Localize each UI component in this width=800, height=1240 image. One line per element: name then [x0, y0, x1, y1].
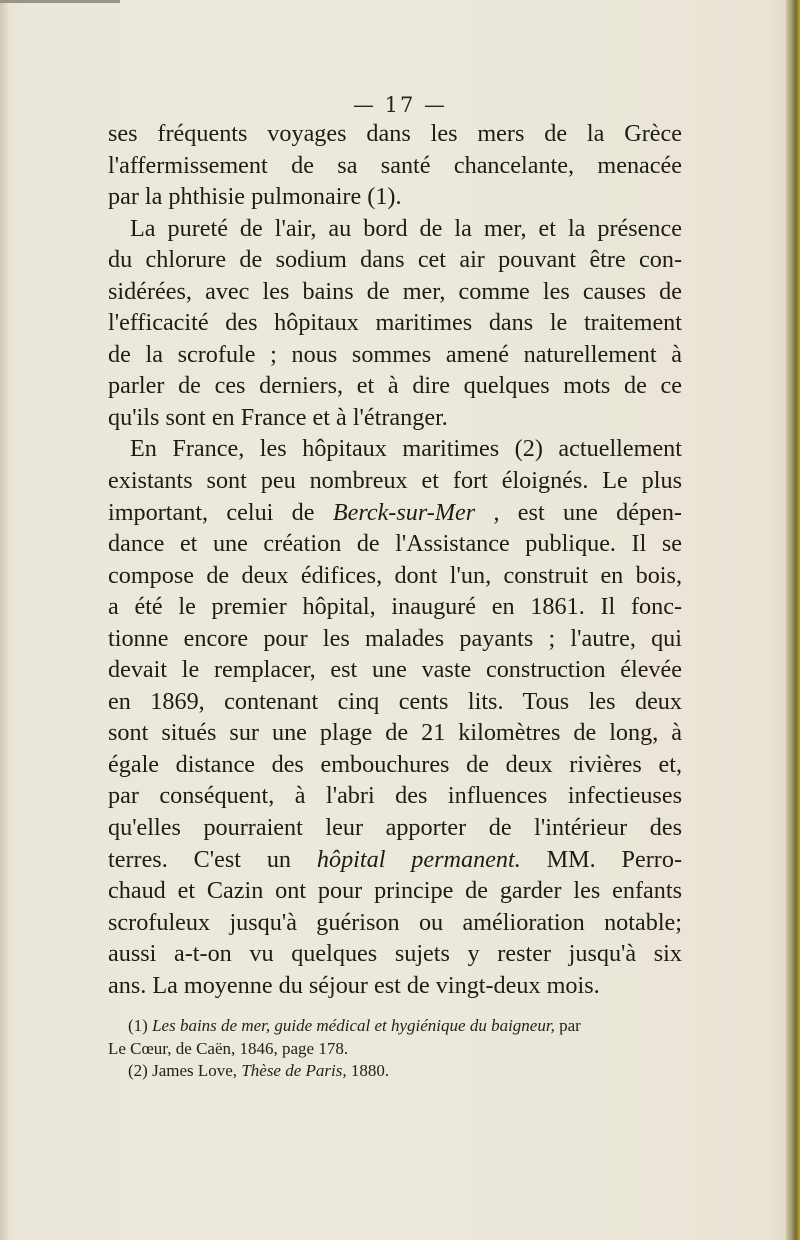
text-line: dance et une création de l'Assistance publique. Il se: [108, 530, 682, 558]
text-line: par conséquent, à l'abri des influences infectieuses: [108, 782, 682, 810]
paragraph-3: [108, 433, 682, 1001]
footnote-1-tail: par: [554, 1016, 581, 1035]
text-line: par la phthisie pulmonaire (1).: [108, 183, 402, 211]
text-line: l'efficacité des hôpitaux maritimes dans le traitement: [108, 309, 682, 337]
text-line: a été le premier hôpital, inauguré en 1861. Il fonc-: [108, 593, 682, 621]
text-line: sidérées, avec les bains de mer, comme les causes de: [108, 277, 682, 305]
text-line: aussi a-t-on vu quelques sujets y rester jusqu'à six: [108, 940, 682, 968]
text-line: existants sont peu nombreux et fort éloignés. Le plus: [108, 467, 682, 495]
footnotes: [108, 1015, 682, 1083]
text-line: l'affermissement de sa santé chancelante, menacée: [108, 151, 682, 179]
text-line: scrofuleux jusqu'à guérison ou amélioration notable;: [108, 908, 682, 936]
text-line: égale distance des embouchures de deux rivières et,: [108, 750, 682, 778]
top-rule: [0, 0, 120, 3]
text-line: ans. La moyenne du séjour est de vingt-deux mois.: [108, 971, 600, 999]
place-name-italic: Berck-sur-Mer: [332, 498, 476, 526]
footnote-2: [108, 1060, 682, 1083]
text-run: MM. Perro-: [520, 845, 682, 873]
text-line-with-italic: [108, 497, 682, 529]
footnote-2-author: (2) James Love,: [128, 1061, 242, 1080]
page-binding-edge: [786, 0, 800, 1240]
text-line: parler de ces derniers, et à dire quelques mots de ce: [108, 372, 682, 400]
text-line: La pureté de l'air, au bord de la mer, et la présence: [130, 214, 682, 242]
text-run: terres. C'est un: [108, 845, 317, 873]
page-number: — 17 —: [352, 93, 448, 117]
text-line: de la scrofule ; nous sommes amené naturellement à: [108, 340, 682, 368]
footnote-1-continuation: Le Cœur, de Caën, 1846, page 178.: [108, 1038, 349, 1058]
text-line: qu'elles pourraient leur apporter de l'intérieur des: [108, 814, 682, 842]
emphasis-italic: hôpital permanent.: [316, 845, 521, 873]
text-line: sont situés sur une plage de 21 kilomètres de long, à: [108, 719, 682, 747]
body-text: [108, 118, 682, 1001]
text-line: qu'ils sont en France et à l'étranger.: [108, 403, 448, 431]
text-line: en 1869, contenant cinq cents lits. Tous les deux: [108, 687, 682, 715]
footnote-1-title: Les bains de mer, guide médical et hygiénique du baigneur,: [152, 1016, 555, 1035]
text-line: En France, les hôpitaux maritimes (2) actuellement: [130, 435, 682, 463]
text-line: compose de deux édifices, dont l'un, construit en bois,: [108, 561, 682, 589]
footnote-1-number: (1): [128, 1016, 153, 1035]
footnote-2-title: Thèse de Paris,: [241, 1061, 347, 1080]
text-run: , est une dépen-: [475, 498, 682, 526]
footnote-1: [108, 1015, 682, 1038]
text-line-with-italic: [108, 844, 682, 876]
paragraph-2: [108, 213, 682, 434]
page-left-edge: [0, 0, 8, 1240]
text-line: devait le remplacer, est une vaste construction élevée: [108, 656, 682, 684]
text-line: chaud et Cazin ont pour principe de garder les enfants: [108, 877, 682, 905]
text-run: important, celui de: [108, 498, 333, 526]
paragraph-1: [108, 118, 682, 213]
footnote-2-tail: 1880.: [346, 1061, 390, 1080]
text-line: du chlorure de sodium dans cet air pouvant être con-: [108, 246, 682, 274]
text-line: tionne encore pour les malades payants ; l'autre, qui: [108, 624, 682, 652]
text-line: ses fréquents voyages dans les mers de la Grèce: [108, 120, 682, 147]
